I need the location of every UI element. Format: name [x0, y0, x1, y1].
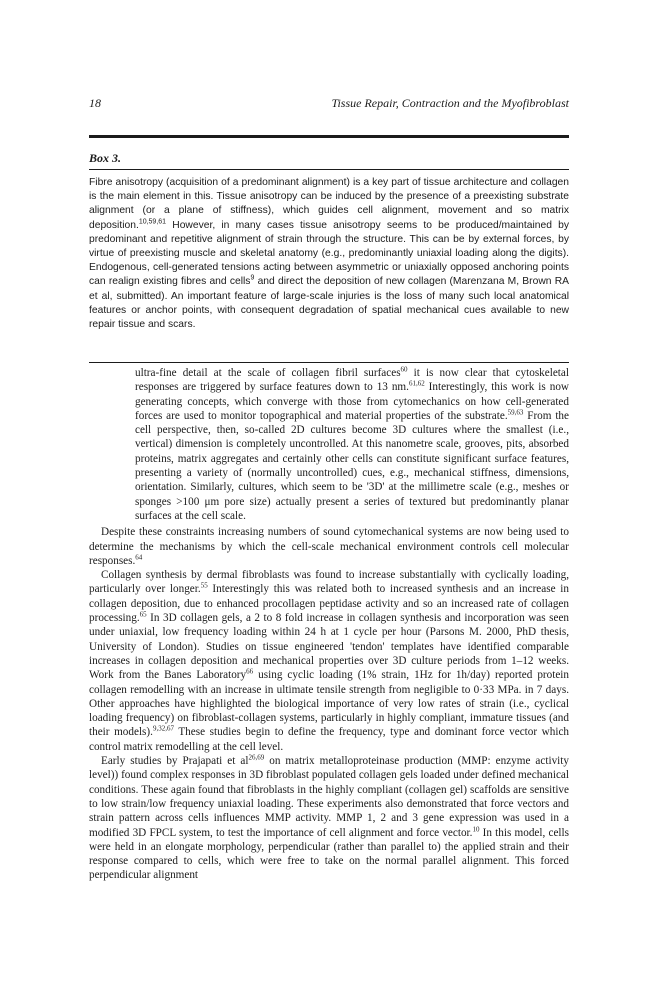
body-text	[89, 366, 569, 883]
text-segment: Interestingly this was related both to increased synthesis and an increase in collagen deposition, due to enhanced procollagen peptidase activity and so an increased rate of collagen processing.	[89, 583, 570, 625]
text-segment: it is now clear that cytoskeletal responses are triggered by surface features down to 13 nm.	[135, 367, 569, 394]
text-segment: These studies begin to define the frequency, type and dominant force vector which control matrix remodelling at the cell level.	[89, 726, 570, 753]
paragraph	[89, 568, 569, 754]
running-title: Tissue Repair, Contraction and the Myofibroblast	[331, 96, 569, 110]
citation-superscript: 64	[135, 553, 143, 562]
citation-superscript: 66	[246, 667, 254, 676]
text-segment: on matrix metalloproteinase production (MMP: enzyme activity level)) found complex responses in 3D fibroblast populated collagen gels loaded under defined mechanical conditions. These again found that fibroblasts in the highly compliant (collagen gel) scaffolds are sensitive to low strain/low frequency uniaxial loading. These experiments also demonstrated that force vectors and strain pattern across cells influences MMP activity. MMP 1, 2 and 3 gene expression was used in a modified 3D FPCL system, to test the importance of cell alignment and force vector.	[89, 755, 569, 839]
box-bottom-rule	[89, 362, 569, 363]
text-segment: In 3D collagen gels, a 2 to 8 fold increase in collagen synthesis and incorporation was seen under uniaxial, low frequency loading within 24 h at 1 cycle per hour (Parsons M. 2000, PhD thesis, University of London). Studies on tissue engineered 'tendon' templates have identified comparable increases in collagen deposition and mechanical properties over 3D culture periods from 1–12 weeks. Work from the Banes Laboratory	[89, 612, 569, 682]
citation-superscript: 59,63	[507, 408, 524, 417]
citation-superscript: 55	[200, 581, 208, 590]
text-segment: using cyclic loading (1% strain, 1Hz for 1h/day) reported protein collagen remodelling with an increase in ultimate tensile strength from negligible to 0·33 MPa. in 7 days. Other approaches have highlighted the biological importance of very low rates of strain (i.e., cyclical loading frequency) on fibroblast-collagen systems, particularly in highly compliant, immature tissues (and their models).	[89, 669, 570, 739]
citation-superscript: 10,59,61	[138, 218, 167, 226]
box-text-segment: and direct the deposition of new collagen (Marenzana M, Brown RA et al, submitted). An important feature of large-scale injuries is the loss of many such local anatomical features or anchor points, with consequent degradation of spatial mechanical cues available to new repair tissue and scars.	[89, 276, 570, 331]
box-paragraph	[89, 176, 569, 332]
box-top-rule	[89, 169, 569, 170]
text-segment: In this model, cells were held in an elongate morphology, perpendicular (rather than parallel to) the applied strain and their response compared to cells, which were free to take on the normal parallel alignment. This forced perpendicular alignment	[89, 826, 569, 882]
citation-superscript: 60	[400, 365, 408, 374]
header-rule	[89, 135, 569, 138]
citation-superscript: 10	[472, 824, 480, 833]
text-segment: Interestingly, this work is now generating concepts, which converge with those from cytomechanics on how cell-generated forces are used to monitor topographical and material properties of the substrate.	[135, 381, 570, 422]
page-number: 18	[89, 96, 101, 110]
paragraph	[89, 525, 569, 568]
paragraph-continued	[135, 366, 569, 523]
box-text-segment: However, in many cases tissue anisotropy seems to be produced/maintained by predominant and repetitive alignment of strain through the structure. This can be by external forces, by virtue of preexisting muscle and skeletal anatomy (e.g., predominantly uniaxial loading along the digits). Endogenous, cell-generated tensions acting between asymmetric or uniaxially opposed anchoring points can realign existing fibres and cells	[89, 219, 569, 288]
text-segment: Collagen synthesis by dermal fibroblasts was found to increase substantially with cyclically loading, particularly over longer.	[89, 569, 569, 596]
citation-superscript: 61,62	[408, 379, 425, 388]
citation-superscript: 9,32,67	[152, 724, 174, 733]
box-title: Box 3.	[89, 151, 122, 165]
box-text-segment: Fibre anisotropy (acquisition of a predominant alignment) is a key part of tissue architecture and collagen is the main element in this. Tissue anisotropy can be induced by the presence of a preexisting substrate alignment (or a plane of stiffness), which guides cell alignment, movement and so matrix deposition.	[89, 177, 569, 231]
citation-superscript: 65	[139, 610, 147, 619]
text-segment: ultra-fine detail at the scale of collagen fibril surfaces	[135, 367, 401, 379]
text-segment: Early studies by Prajapati et al	[101, 755, 249, 768]
citation-superscript: 9	[250, 275, 255, 282]
text-segment: From the cell perspective, then, so-called 2D cultures become 3D cultures where the smallest (i.e., vertical) dimension is completely uncontrolled. At this nanometre scale, grooves, pits, absorbed proteins, matrix aggregates and certainly other cells can constitute significant surface features, presenting a variety of (normally uncontrolled) cues, e.g., mechanical stiffness, dimensions, orientation. Similarly, cultures, which seem to be '3D' at the millimetre scale (e.g., meshes or sponges >100 μm pore size) actually present a series of textured but predominantly planar surfaces at the cell scale.	[135, 409, 569, 522]
paragraph	[89, 754, 569, 883]
text-segment: Despite these constraints increasing numbers of sound cytomechanical systems are now being used to determine the mechanisms by which the cell-scale mechanical environment controls cell molecular responses.	[89, 526, 569, 567]
citation-superscript: 26,69	[248, 753, 265, 762]
